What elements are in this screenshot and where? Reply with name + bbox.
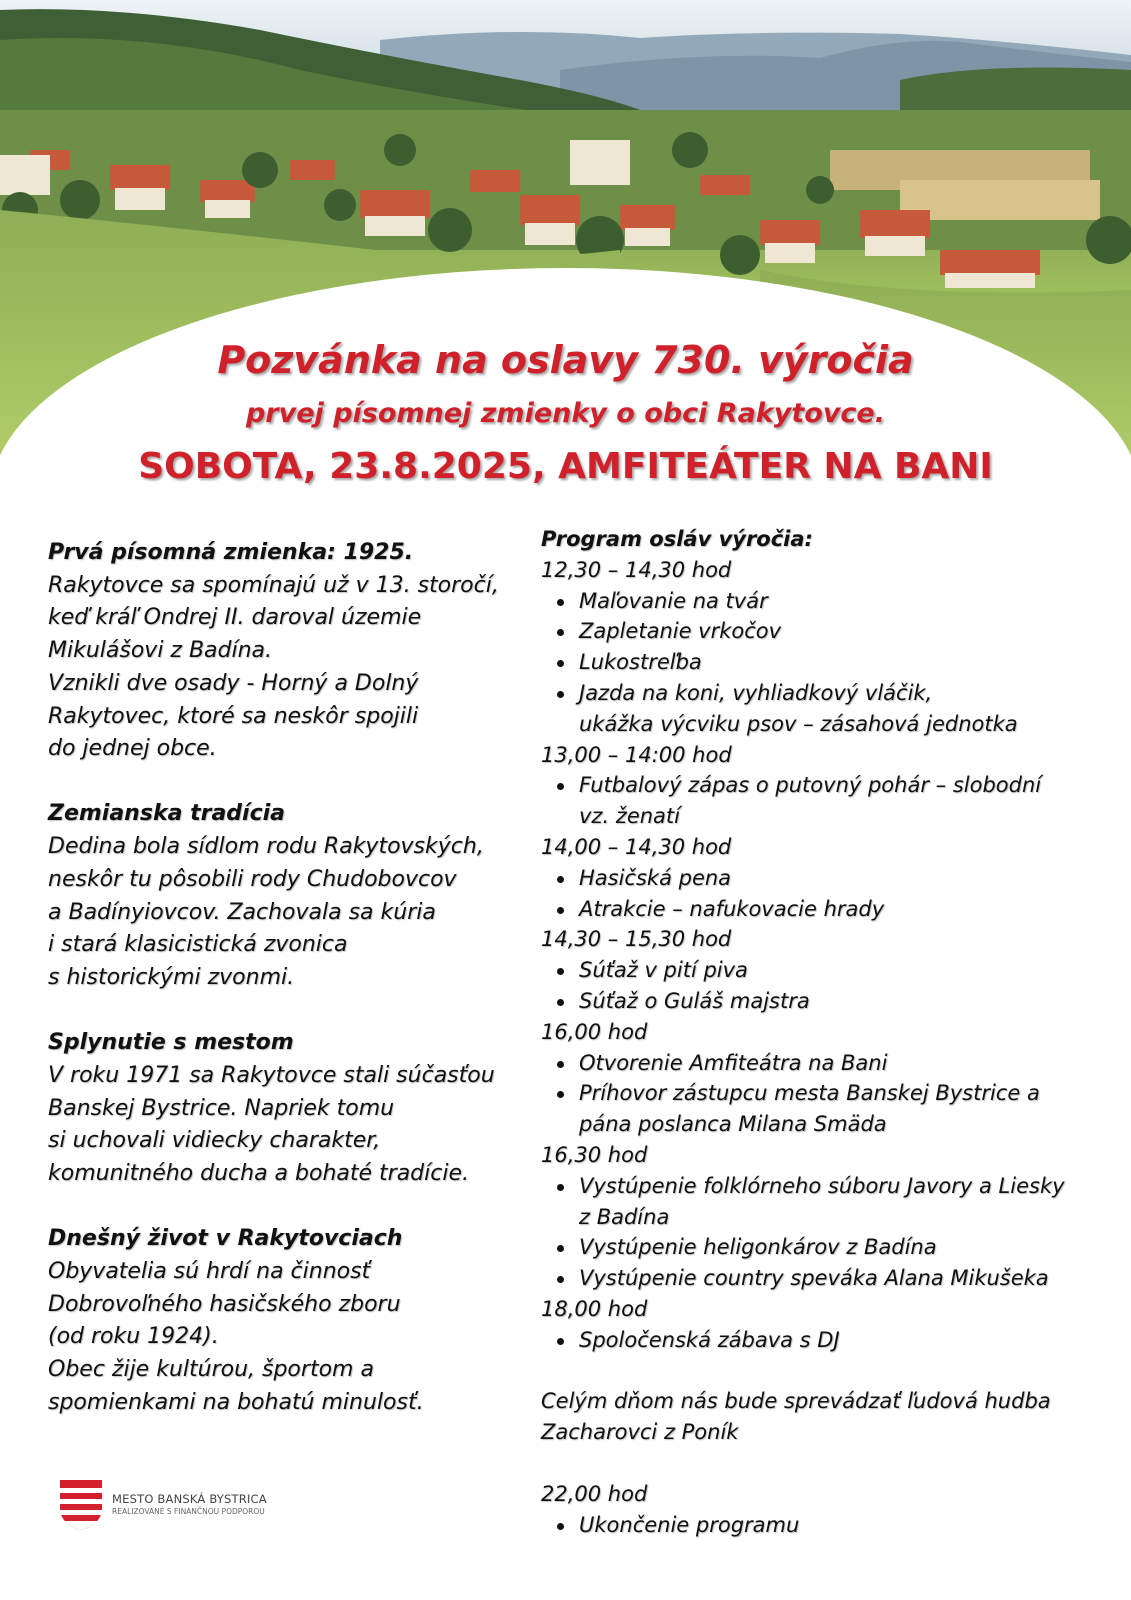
- crest-icon: [58, 1478, 104, 1532]
- program-item: [541, 1171, 1101, 1233]
- program-item-line: Maľovanie na tvár: [579, 588, 768, 613]
- program-time: 16,30 hod: [541, 1142, 648, 1167]
- program-item-line: Súťaž v pití piva: [579, 958, 748, 983]
- program-item: [541, 1048, 1101, 1079]
- section-line: Rakytovce sa spomínajú už v 13. storočí,: [48, 572, 499, 598]
- program-item: [541, 1232, 1101, 1263]
- section-line: s historickými zvonmi.: [48, 964, 295, 990]
- section-line: Rakytovec, ktoré sa neskôr spojili: [48, 703, 419, 729]
- section-line: i stará klasicistická zvonica: [48, 932, 348, 958]
- section-line: Obec žije kultúrou, športom a: [48, 1356, 374, 1382]
- program-item-line: vz. ženatí: [579, 804, 680, 829]
- spacer: [541, 1356, 1101, 1387]
- program-time: 12,30 – 14,30 hod: [541, 557, 732, 582]
- program-item-line: Príhovor zástupcu mesta Banskej Bystrice a: [579, 1081, 1040, 1106]
- program-title: Program osláv výročia:: [541, 527, 813, 551]
- logo-title: MESTO BANSKÁ BYSTRICA: [112, 1492, 267, 1506]
- city-logo: [58, 1478, 338, 1538]
- program-item: [541, 1510, 1101, 1541]
- program-item-line: Zapletanie vrkočov: [579, 619, 782, 644]
- section-merger: [48, 1027, 518, 1191]
- headline-title: Pozvánka na oslavy 730. výročia: [217, 338, 914, 382]
- music-note-line: Zacharovci z Poník: [541, 1420, 739, 1445]
- program-item: [541, 894, 1101, 925]
- program-item-line: z Badína: [579, 1204, 670, 1229]
- program-item-line: Spoločenská zábava s DJ: [579, 1327, 840, 1352]
- section-line: spomienkami na bohatú minulosť.: [48, 1389, 424, 1415]
- section-line: Banskej Bystrice. Napriek tomu: [48, 1095, 395, 1121]
- section-line: Mikulášovi z Badína.: [48, 638, 273, 664]
- section-title: Prvá písomná zmienka: 1925.: [48, 540, 414, 565]
- program-item: [541, 770, 1101, 832]
- program-item-line: Vystúpenie folklórneho súboru Javory a Liesky: [579, 1173, 1065, 1198]
- program-time: 18,00 hod: [541, 1296, 648, 1321]
- program-item-line: Lukostreľba: [579, 650, 702, 675]
- program-item-line: ukážka výcviku psov – zásahová jednotka: [579, 711, 1018, 736]
- section-title: Zemianska tradícia: [48, 801, 286, 827]
- program-item-line: Futbalový zápas o putovný pohár – slobodní: [579, 773, 1042, 798]
- program-item-line: Vystúpenie country speváka Alana Mikušeka: [579, 1266, 1049, 1291]
- section-line: keď kráľ Ondrej II. daroval územie: [48, 605, 422, 631]
- program-item: [541, 955, 1101, 986]
- program-item: [541, 986, 1101, 1017]
- program-item-line: Vystúpenie heligonkárov z Badína: [579, 1235, 937, 1260]
- section-line: komunitného ducha a bohaté tradície.: [48, 1160, 469, 1186]
- program-item: [541, 678, 1101, 740]
- section-today: [48, 1223, 518, 1419]
- section-line: V roku 1971 sa Rakytovce stali súčasťou: [48, 1062, 495, 1088]
- section-line: neskôr tu pôsobili rody Chudobovcov: [48, 866, 457, 892]
- section-line: do jednej obce.: [48, 736, 217, 762]
- program-item: [541, 647, 1101, 678]
- program-item: [541, 1078, 1101, 1140]
- program-list: [541, 955, 1101, 1017]
- program-list: [541, 770, 1101, 832]
- program-item-line: pána poslanca Milana Smäda: [579, 1112, 887, 1137]
- program-item: [541, 863, 1101, 894]
- program-list: [541, 1048, 1101, 1140]
- section-line: Dobrovoľného hasičského zboru: [48, 1291, 401, 1317]
- section-line: Obyvatelia sú hrdí na činnosť: [48, 1258, 371, 1284]
- program-item: [541, 586, 1101, 617]
- program-time: 22,00 hod: [541, 1481, 648, 1506]
- program-item: [541, 1325, 1101, 1356]
- section-line: (od roku 1924).: [48, 1324, 219, 1350]
- program-item-line: Atrakcie – nafukovacie hrady: [579, 896, 885, 921]
- section-first-mention: [48, 537, 518, 766]
- history-column: [48, 537, 518, 1452]
- program-list: [541, 586, 1101, 740]
- program-time: 16,00 hod: [541, 1019, 648, 1044]
- program-list: [541, 863, 1101, 925]
- headline-subtitle: prvej písomnej zmienky o obci Rakytovce.: [245, 398, 885, 429]
- section-title: Dnešný život v Rakytovciach: [48, 1226, 403, 1252]
- program-list: [541, 1510, 1101, 1541]
- program-list: [541, 1171, 1101, 1294]
- music-note-line: Celým dňom nás bude sprevádzať ľudová hudba: [541, 1389, 1051, 1414]
- section-title: Splynutie s mestom: [48, 1030, 294, 1056]
- headline-date-venue: SOBOTA, 23.8.2025, AMFITEÁTER NA BANI: [138, 446, 993, 487]
- spacer: [541, 1448, 1101, 1479]
- program-time: 14,30 – 15,30 hod: [541, 927, 732, 952]
- section-line: si uchovali vidiecky charakter,: [48, 1128, 381, 1154]
- section-line: a Badínyiovcov. Zachovala sa kúria: [48, 899, 436, 925]
- program-list: [541, 1325, 1101, 1356]
- section-line: Vznikli dve osady - Horný a Dolný: [48, 670, 419, 696]
- program-item-line: Otvorenie Amfiteátra na Bani: [579, 1050, 888, 1075]
- program-item-line: Jazda na koni, vyhliadkový vláčik,: [579, 680, 933, 705]
- logo-subtitle: REALIZOVANÉ S FINANČNOU PODPOROU: [112, 1507, 265, 1516]
- program-column: [541, 524, 1101, 1540]
- program-item-line: Súťaž o Guláš majstra: [579, 988, 810, 1013]
- program-item: [541, 1263, 1101, 1294]
- program-item: [541, 616, 1101, 647]
- program-time: 14,00 – 14,30 hod: [541, 834, 732, 859]
- program-item-line: Hasičská pena: [579, 865, 732, 890]
- section-line: Dedina bola sídlom rodu Rakytovských,: [48, 834, 484, 860]
- section-noble-tradition: [48, 798, 518, 994]
- program-time: 13,00 – 14:00 hod: [541, 742, 732, 767]
- program-item-line: Ukončenie programu: [579, 1512, 800, 1537]
